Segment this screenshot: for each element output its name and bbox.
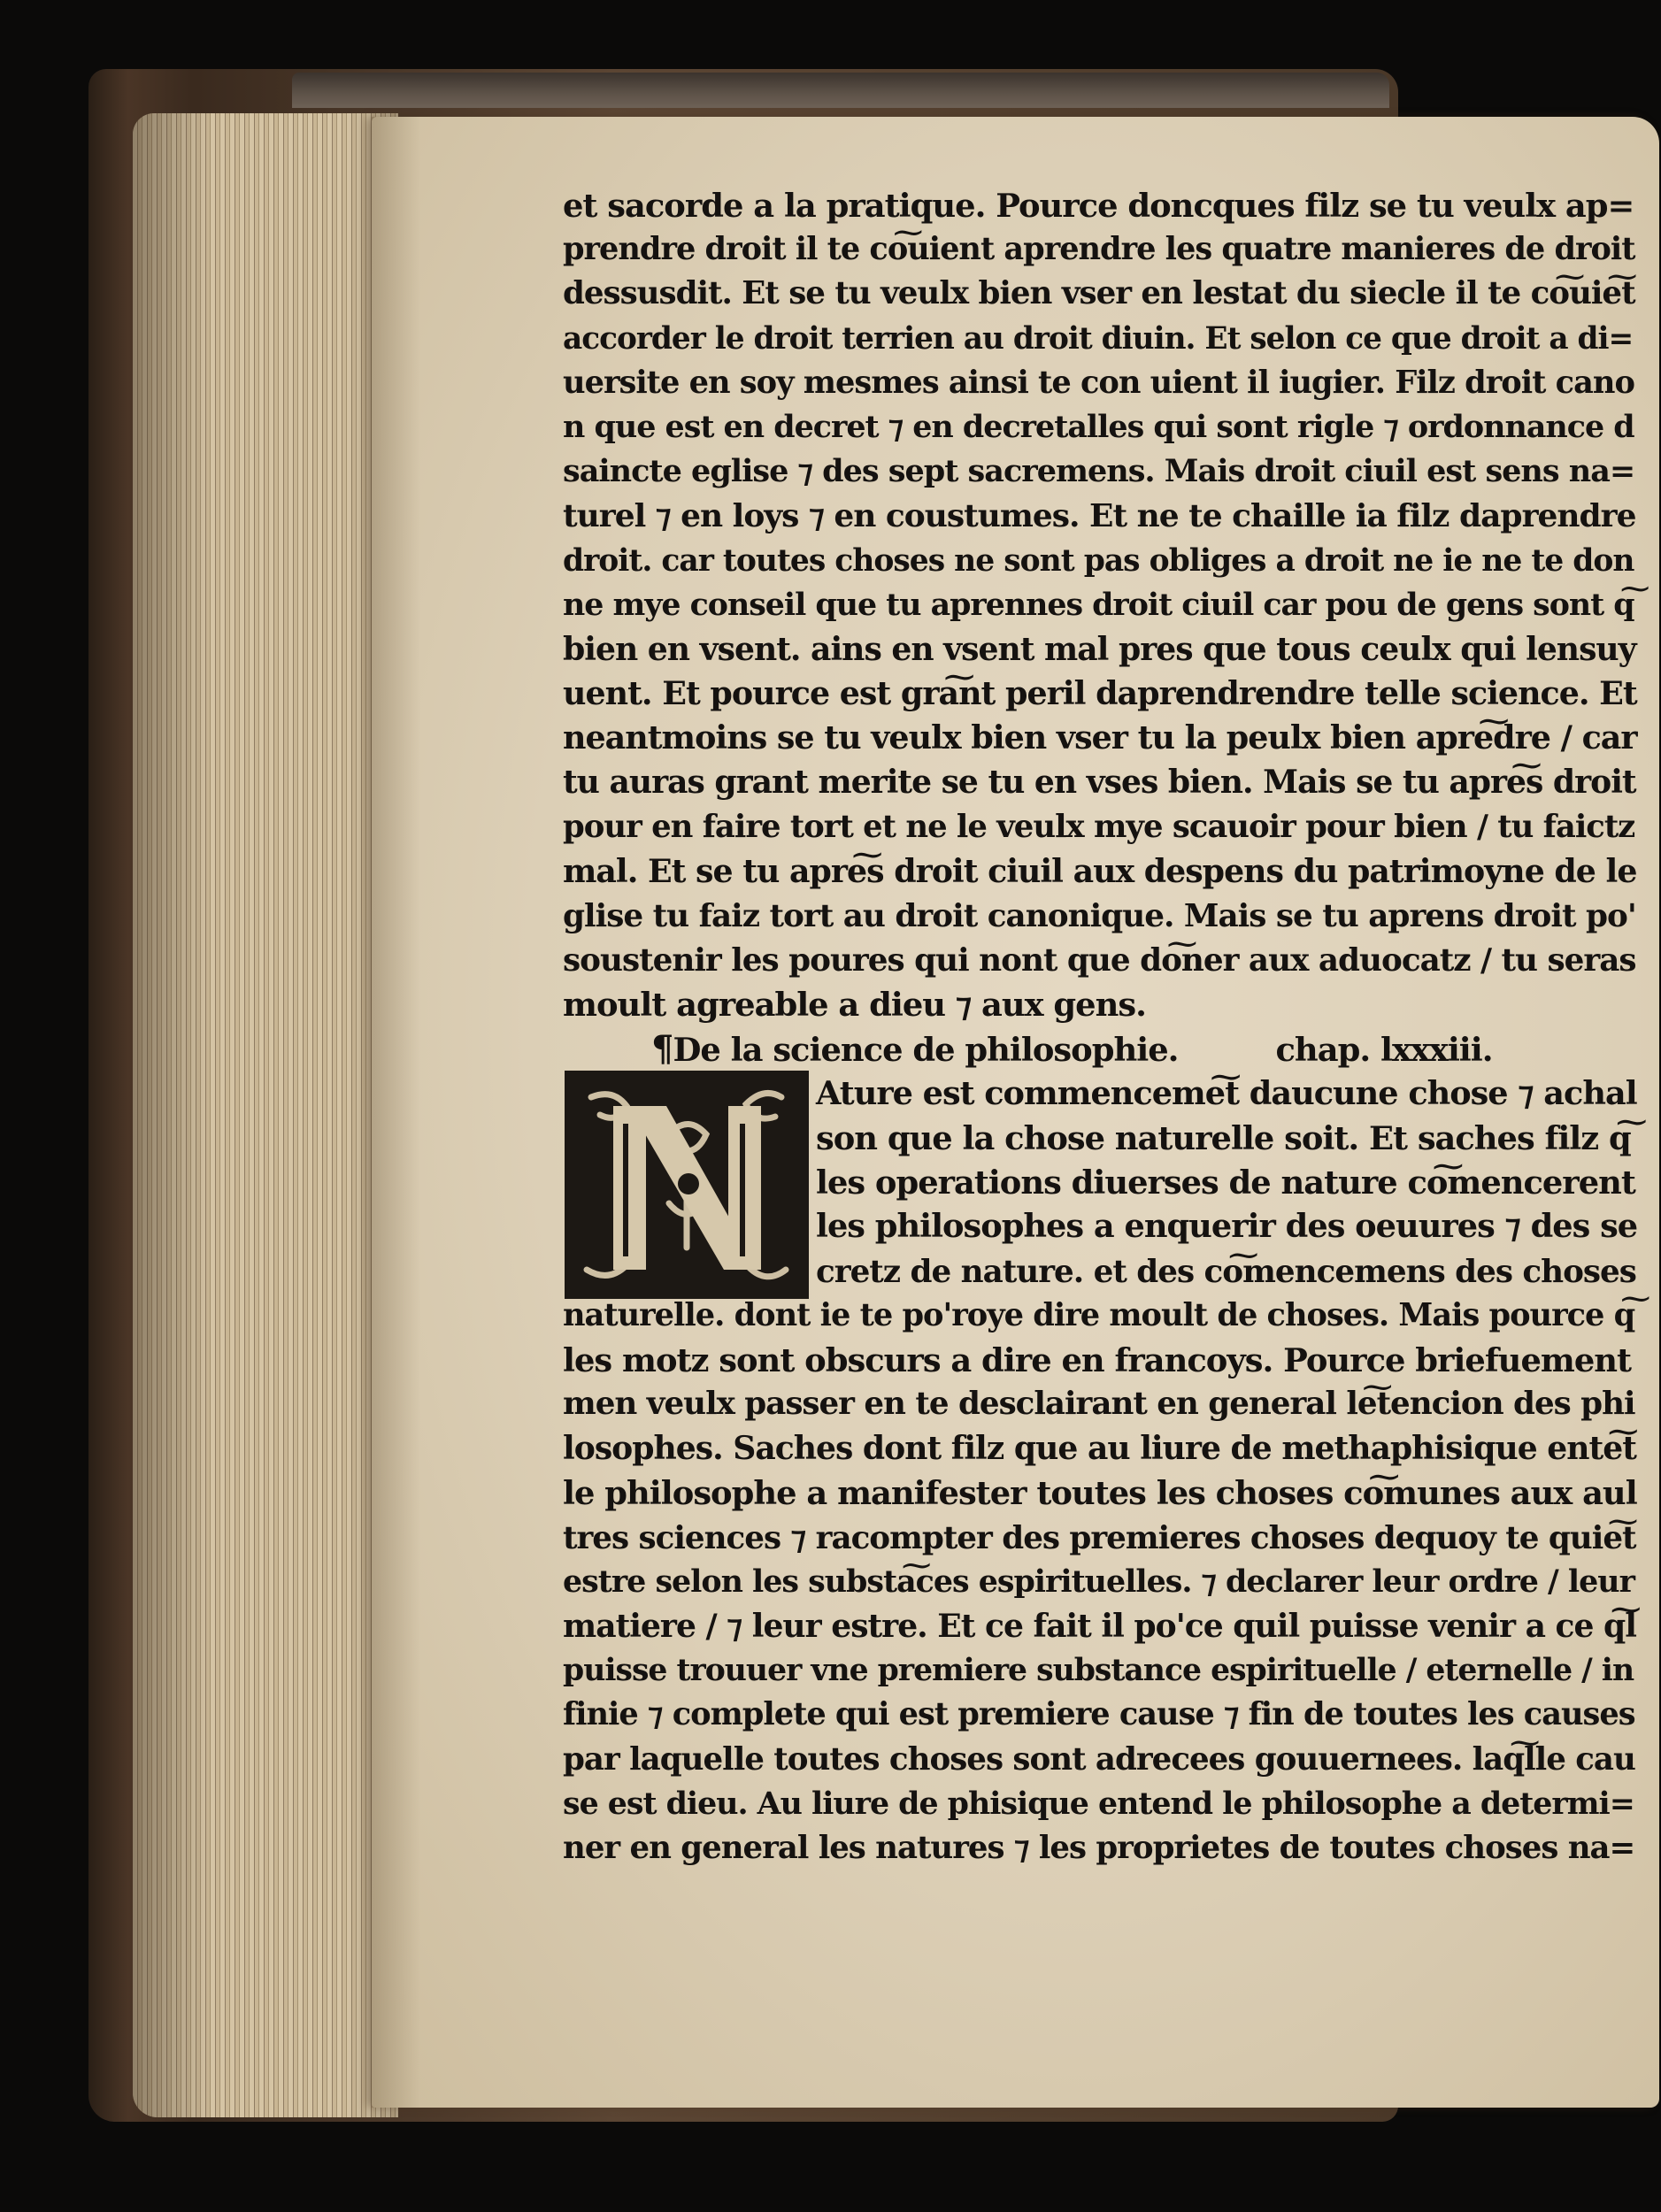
text-line: par laquelle toutes choses sont adrecees gouuernees. laq͠lle cau [563,1740,1635,1778]
text-line: dessusdit. Et se tu veulx bien vser en lestat du siecle il te co͠uie͠t [563,275,1635,312]
text-line: droit. car toutes choses ne sont pas obliges a droit ne ie ne te don [563,542,1634,579]
chapter-title: De la science de philosophie. [673,1029,1179,1069]
text-line: les operations diuerses de nature co͠mencerent [816,1163,1635,1202]
text-line: puisse trouuer vne premiere substance espirituelle / eternelle / in [563,1653,1634,1689]
text-line: men veulx passer en te desclairant en general le͠tencion des phi [563,1386,1635,1423]
chapter-heading [563,1027,1642,1071]
text-line: et sacorde a la pratique. Pource doncques filz se tu veulx ap= [563,186,1634,225]
text-line: se est dieu. Au liure de phisique entend le philosophe a determi= [563,1785,1634,1822]
text-line: ner en general les natures ⁊ les proprietes de toutes choses na= [563,1829,1635,1866]
text-line: le philosophe a manifester toutes les choses co͠munes aux aul [563,1473,1637,1513]
text-line: cretz de nature. et des co͠mencemens des choses [816,1252,1636,1290]
page-text-block [563,183,1642,1870]
text-line: estre selon les substa͠ces espirituelles. ⁊ declarer leur ordre / leur [563,1563,1634,1600]
text-line: matiere / ⁊ leur estre. Et ce fait il po'ce quil puisse venir a ce q͠l [563,1607,1636,1645]
text-line: turel ⁊ en loys ⁊ en coustumes. Et ne te chaille ia filz daprendre [563,497,1636,535]
text-line: saincte eglise ⁊ des sept sacremens. Mais droit ciuil est sens na= [563,453,1635,490]
text-line: les motz sont obscurs a dire en francoys. Pource briefuement [563,1340,1632,1379]
text-line: pour en faire tort et ne le veulx mye scauoir pour bien / tu faictz [563,808,1635,845]
text-line: soustenir les poures qui nont que do͠ner aux aduocatz / tu seras [563,941,1636,979]
text-line: prendre droit il te co͠uient aprendre les quatre manieres de droit [563,231,1635,268]
pilcrow-mark: ¶ [651,1027,673,1070]
text-line: uent. Et pource est gra͠nt peril daprendrendre telle science. Et [563,674,1637,713]
text-line: les philosophes a enquerir des oeuures ⁊ des se [816,1207,1638,1246]
text-line: glise tu faiz tort au droit canonique. Mais se tu aprens droit po' [563,897,1636,934]
page-gutter-shadow [372,117,420,2108]
text-line: moult agreable a dieu ⁊ aux gens. [563,985,1146,1025]
text-line: finie ⁊ complete qui est premiere cause ⁊ fin de toutes les causes [563,1696,1635,1733]
book-cover-top-edge [292,73,1389,108]
text-line: naturelle. dont ie te po'roye dire moult de choses. Mais pource q͠ [563,1296,1635,1333]
text-line: neantmoins se tu veulx bien vser tu la peulx bien apre͠dre / car [563,718,1637,757]
text-line: tu auras grant merite se tu en vses bien. Mais se tu apre͠s droit [563,763,1636,802]
text-line: accorder le droit terrien au droit diuin. Et selon ce que droit a di= [563,320,1634,357]
text-line: tres sciences ⁊ racompter des premieres choses dequoy te quie͠t [563,1518,1636,1556]
text-line: ne mye conseil que tu aprennes droit ciuil car pou de gens sont q͠ [563,586,1634,623]
text-line: n que est en decret ⁊ en decretalles qui sont rigle ⁊ ordonnance d [563,408,1634,445]
text-line: Ature est commenceme͠t daucune chose ⁊ achal [816,1073,1637,1112]
page-edges-shadow [133,113,398,2117]
text-line: bien en vsent. ains en vsent mal pres que tous ceulx qui lensuy [563,629,1636,668]
chapter-number: chap. lxxxiii. [1275,1029,1493,1069]
text-line: son que la chose naturelle soit. Et saches filz q͠ [816,1118,1631,1157]
text-line: losophes. Saches dont filz que au liure de methaphisique ente͠t [563,1429,1636,1468]
text-line: uersite en soy mesmes ainsi te con uient il iugier. Filz droit cano [563,364,1634,401]
text-line: mal. Et se tu apre͠s droit ciuil aux despens du patrimoyne de le [563,851,1637,890]
